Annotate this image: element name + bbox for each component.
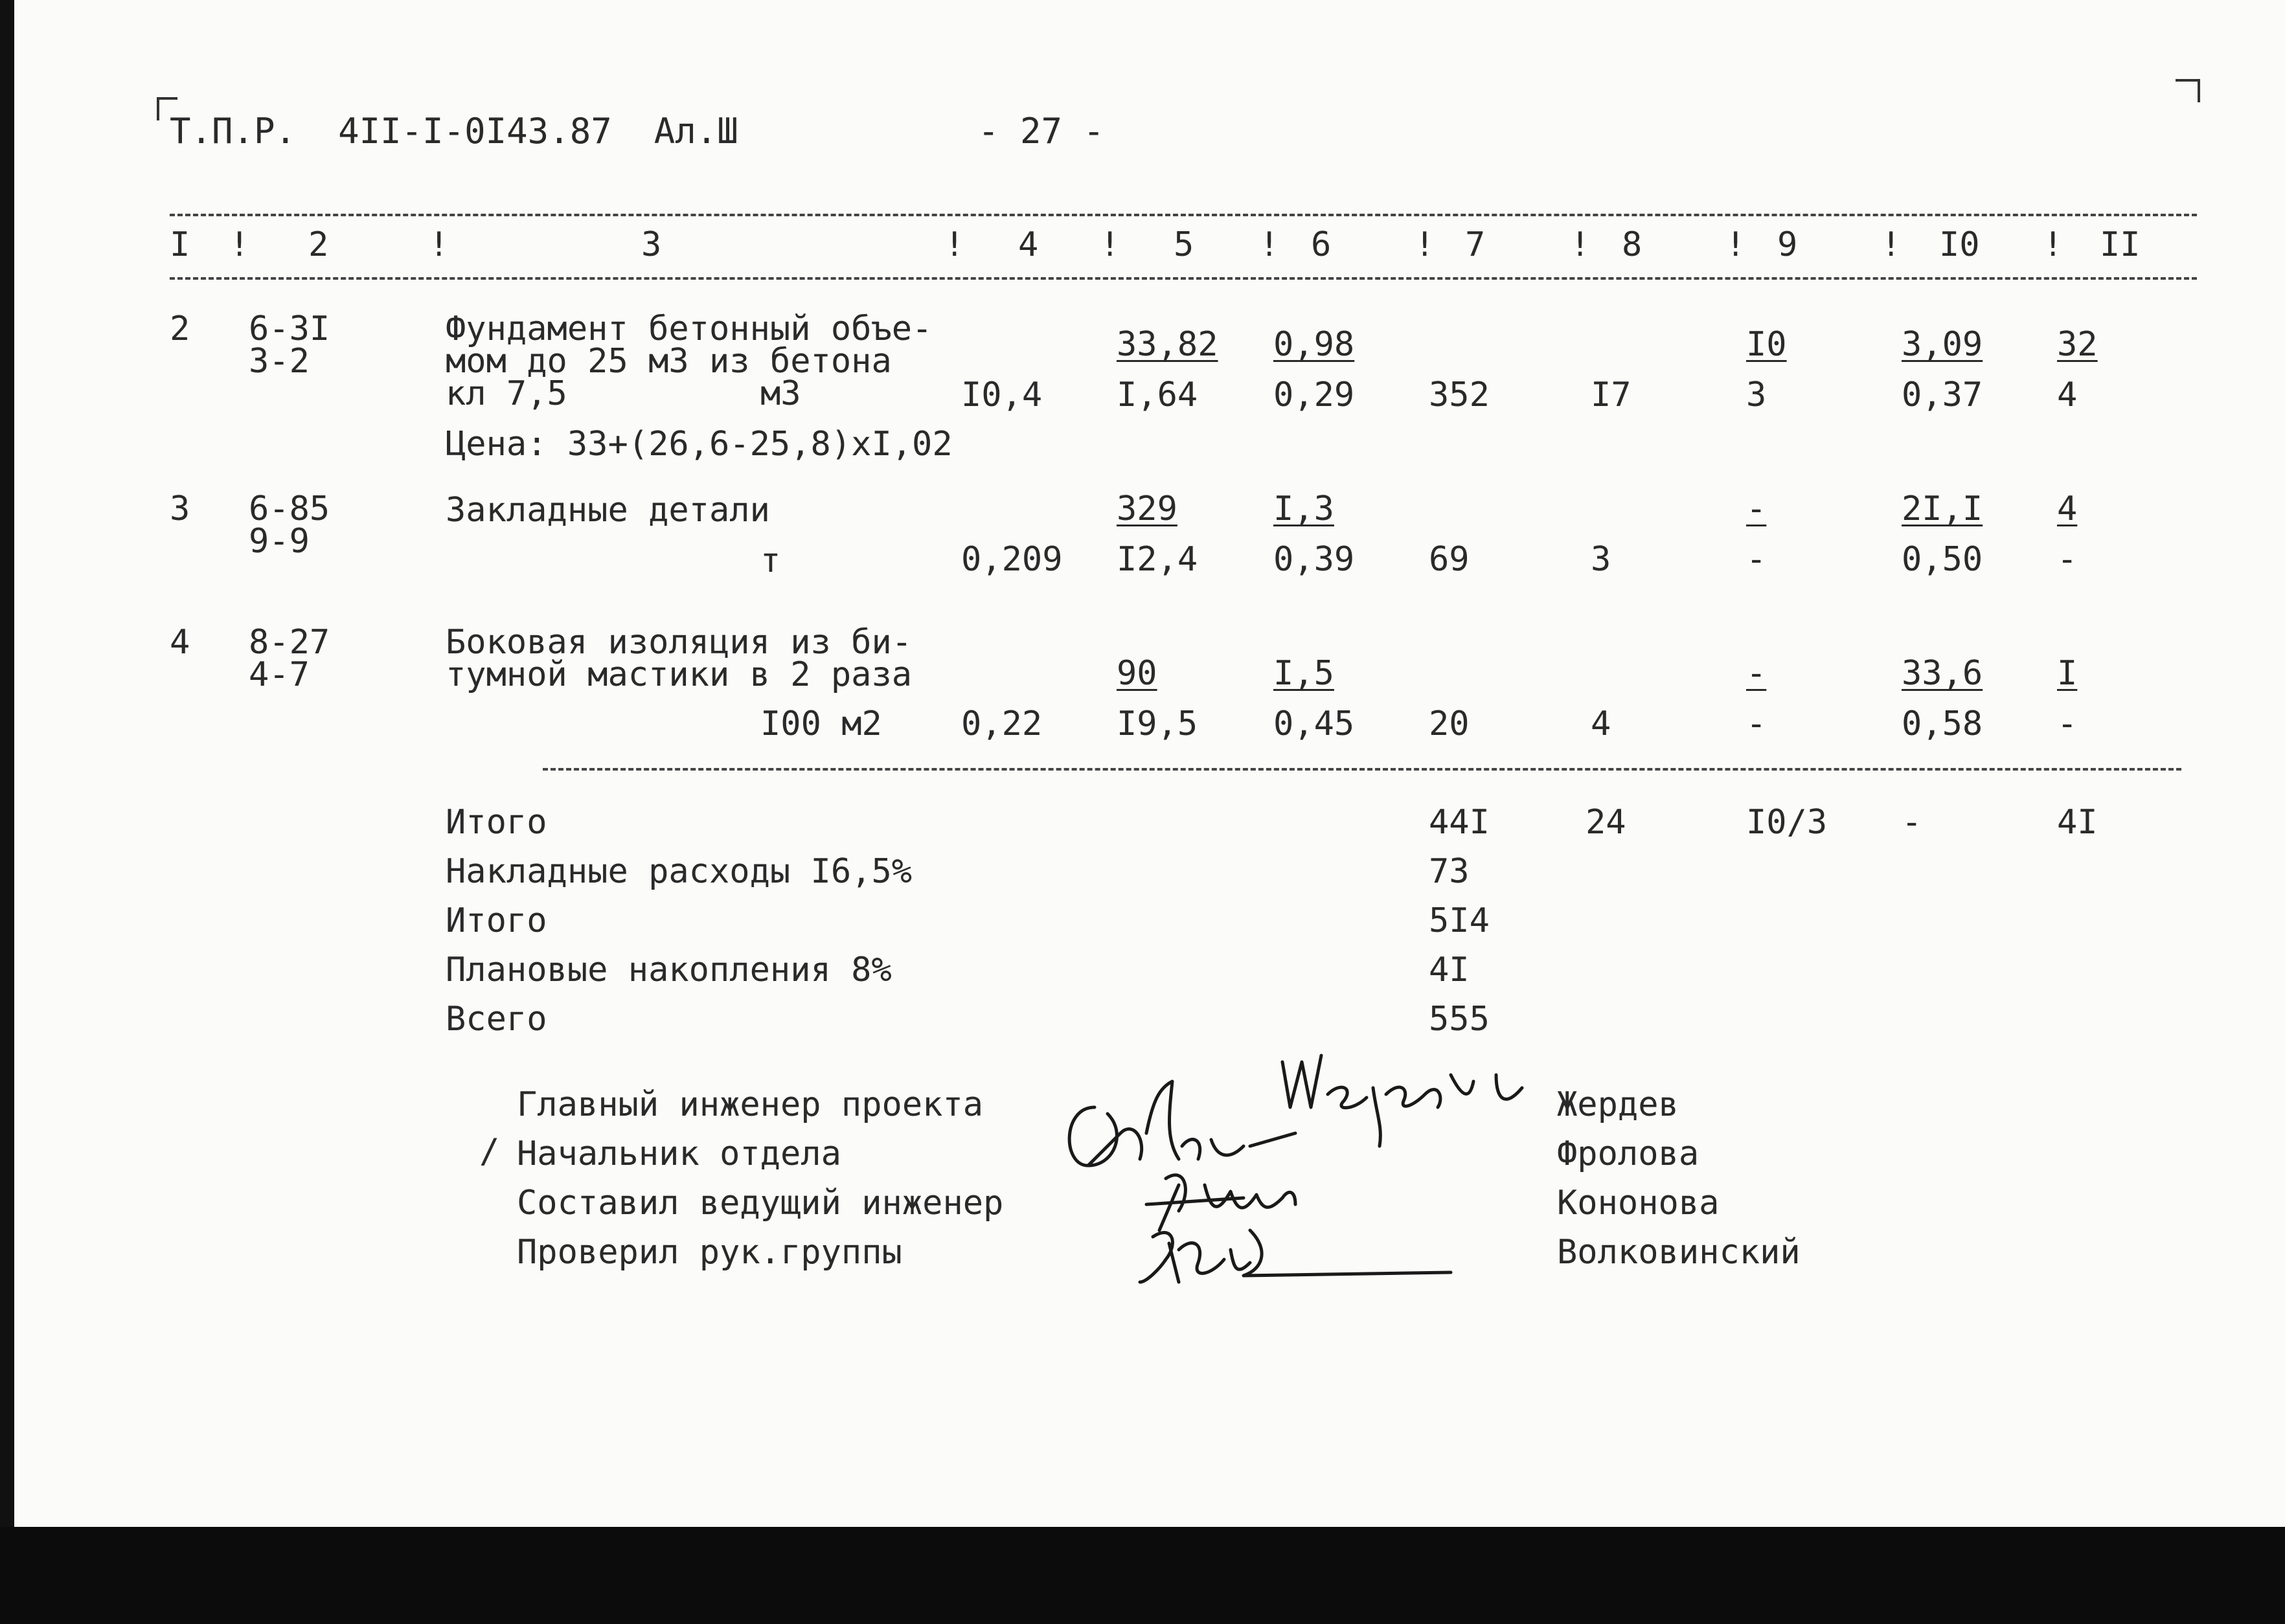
cell-11-bottom: 4	[2057, 376, 2078, 414]
signature-role-mark: /	[479, 1132, 500, 1171]
signature-kononova	[1146, 1175, 1295, 1230]
unit: I00 м2	[760, 705, 882, 743]
cell-10-bottom: 0,50	[1902, 540, 1983, 579]
cell-5-top: 90	[1117, 654, 1157, 693]
cell-10-bottom: 0,37	[1902, 376, 1983, 414]
signature-name: Фролова	[1557, 1134, 1700, 1173]
cell-5-bottom: I,64	[1117, 376, 1198, 414]
rate-code: 8-27	[249, 623, 330, 662]
scan-edge-bottom	[0, 1527, 2285, 1624]
signature-role: Главный инженер проекта	[517, 1085, 984, 1124]
rate-code: 6-3I	[249, 310, 330, 348]
work-description: Фундамент бетонный объе-	[446, 310, 933, 348]
col-sep: !	[944, 225, 965, 264]
cell-11-bottom: -	[2057, 540, 2078, 579]
grand-total-value: 555	[1429, 1000, 1490, 1039]
cell-6-bottom: 0,39	[1273, 540, 1355, 579]
grand-total-label: Всего	[446, 1000, 547, 1039]
planned-savings-label: Плановые накопления 8%	[446, 951, 892, 989]
row-number: 2	[170, 310, 190, 348]
row-number: 4	[170, 623, 190, 662]
col-sep: !	[1415, 225, 1435, 264]
col-header-4: 4	[1018, 225, 1039, 264]
rate-code-sub: 9-9	[249, 522, 310, 561]
signature-name: Кононова	[1557, 1184, 1720, 1223]
col-sep: !	[429, 225, 449, 264]
cell-7: 69	[1429, 540, 1470, 579]
cell-6-bottom: 0,29	[1273, 376, 1355, 414]
overhead-label: Накладные расходы I6,5%	[446, 852, 913, 891]
totals-c7: 44I	[1429, 803, 1490, 842]
rate-code-sub: 4-7	[249, 655, 310, 694]
col-header-3: 3	[641, 225, 662, 264]
work-description: мом до 25 м3 из бетона	[446, 342, 892, 381]
subtotal-value: 5I4	[1429, 901, 1490, 940]
col-header-6: 6	[1311, 225, 1332, 264]
cell-6-top: I,5	[1273, 654, 1334, 693]
quantity: 0,209	[961, 540, 1063, 579]
unit: т	[760, 541, 781, 580]
cell-11-bottom: -	[2057, 705, 2078, 743]
col-sep: !	[2043, 225, 2063, 264]
cell-6-top: I,3	[1273, 490, 1334, 528]
totals-c9: I0/3	[1746, 803, 1828, 842]
cell-8: 4	[1591, 705, 1611, 743]
cell-10-top: 33,6	[1902, 654, 1983, 693]
cell-11-top: I	[2057, 654, 2078, 693]
scan-edge-left	[0, 0, 14, 1624]
col-sep: !	[1725, 225, 1746, 264]
col-sep: !	[1881, 225, 1902, 264]
col-sep: !	[1259, 225, 1280, 264]
col-header-7: 7	[1465, 225, 1486, 264]
handwritten-signature-image	[1049, 1036, 1541, 1302]
work-description: Боковая изоляция из би-	[446, 623, 913, 662]
col-header-8: 8	[1622, 225, 1643, 264]
row-number: 3	[170, 490, 190, 528]
document-code: Т.П.Р. 4II-I-0I43.87 Ал.Ш	[170, 111, 738, 152]
cell-9-bottom: 3	[1746, 376, 1767, 414]
cell-5-bottom: I9,5	[1117, 705, 1198, 743]
cell-5-top: 329	[1117, 490, 1177, 528]
signature-frolova	[1069, 1081, 1295, 1166]
cell-9-top: I0	[1746, 325, 1787, 364]
totals-c11: 4I	[2057, 803, 2098, 842]
cell-7: 20	[1429, 705, 1470, 743]
cell-9-bottom: -	[1746, 705, 1767, 743]
cell-6-top: 0,98	[1273, 325, 1355, 364]
cell-10-top: 3,09	[1902, 325, 1983, 364]
header-rule-top	[170, 214, 2197, 216]
rate-code-sub: 3-2	[249, 342, 310, 381]
signature-role: Проверил рук.группы	[517, 1233, 902, 1272]
cell-10-bottom: 0,58	[1902, 705, 1983, 743]
cell-5-bottom: I2,4	[1117, 540, 1198, 579]
totals-label: Итого	[446, 803, 547, 842]
col-header-2: 2	[308, 225, 329, 264]
signature-role: Начальник отдела	[517, 1134, 841, 1173]
totals-c10: -	[1902, 803, 1922, 842]
unit: м3	[760, 374, 801, 413]
col-header-9: 9	[1777, 225, 1798, 264]
totals-rule	[543, 768, 2181, 771]
signature-zherdev	[1282, 1055, 1522, 1146]
cell-8: 3	[1591, 540, 1611, 579]
page-number: - 27 -	[978, 111, 1105, 152]
col-header-10: I0	[1939, 225, 1980, 264]
signature-role: Составил ведущий инженер	[517, 1184, 1004, 1223]
subtotal-label: Итого	[446, 901, 547, 940]
cell-5-top: 33,82	[1117, 325, 1218, 364]
cell-11-top: 32	[2057, 325, 2098, 364]
overhead-value: 73	[1429, 852, 1470, 891]
signature-volkovinsky	[1140, 1230, 1451, 1282]
col-sep: !	[229, 225, 250, 264]
col-header-5: 5	[1174, 225, 1194, 264]
col-sep: !	[1100, 225, 1120, 264]
quantity: I0,4	[961, 376, 1043, 414]
planned-savings-value: 4I	[1429, 951, 1470, 989]
signature-name: Волковинский	[1557, 1233, 1801, 1272]
col-header-11: II	[2100, 225, 2141, 264]
header-rule-bottom	[170, 277, 2197, 280]
cell-11-top: 4	[2057, 490, 2078, 528]
cell-6-bottom: 0,45	[1273, 705, 1355, 743]
quantity: 0,22	[961, 705, 1043, 743]
corner-mark-top-right	[2173, 76, 2205, 109]
work-description: кл 7,5	[446, 374, 567, 413]
work-description: тумной мастики в 2 раза	[446, 655, 913, 694]
signature-name: Жердев	[1557, 1085, 1679, 1124]
rate-code: 6-85	[249, 490, 330, 528]
price-note: Цена: 33+(26,6-25,8)хI,02	[446, 425, 953, 464]
cell-8: I7	[1591, 376, 1631, 414]
cell-9-bottom: -	[1746, 540, 1767, 579]
totals-c8: 24	[1586, 803, 1626, 842]
cell-10-top: 2I,I	[1902, 490, 1983, 528]
col-header-1: I	[170, 225, 190, 264]
work-description: Закладные детали	[446, 491, 770, 530]
cell-9-top: -	[1746, 490, 1767, 528]
cell-7: 352	[1429, 376, 1490, 414]
col-sep: !	[1570, 225, 1591, 264]
cell-9-top: -	[1746, 654, 1767, 693]
